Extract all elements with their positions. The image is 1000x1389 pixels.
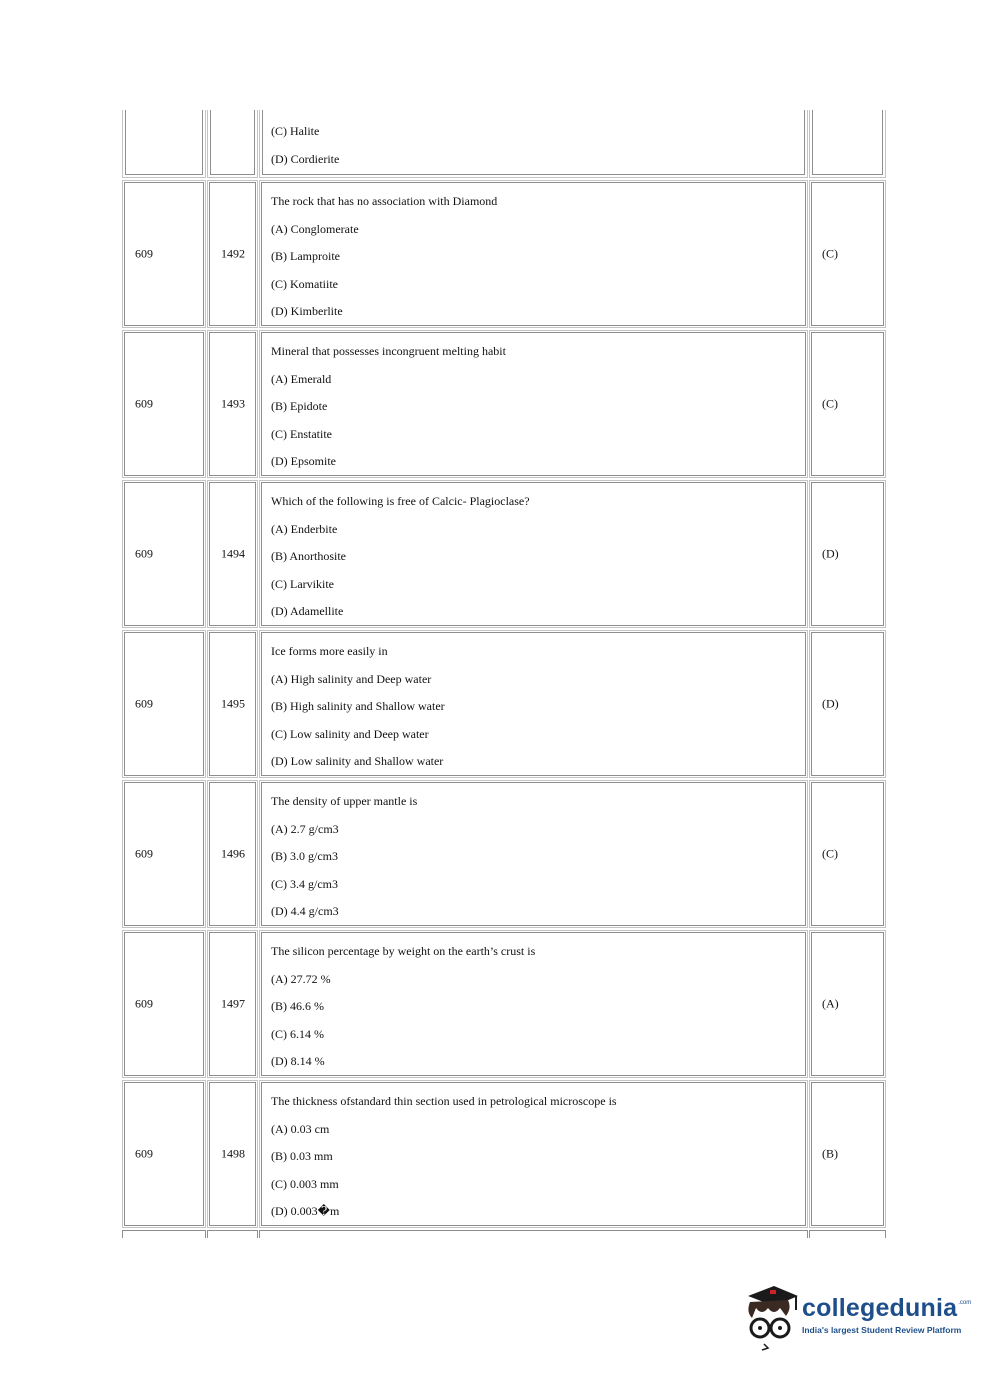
question-number: 1497 [221,996,245,1011]
answer-cell [809,180,886,328]
option-text: (C) 6.14 % [271,1026,324,1041]
answer-cell [809,630,886,778]
option-text: (D) 8.14 % [271,1054,325,1069]
subject-code: 609 [135,696,153,711]
number-cell [207,480,258,628]
answer-cell [809,480,886,628]
code-cell [122,780,206,928]
number-cell [207,630,258,778]
option-text: (A) Enderbite [271,521,338,536]
option-text: (A) 27.72 % [271,971,331,986]
question-cell [259,110,808,178]
subject-code: 609 [135,996,153,1011]
question-text: Mineral that possesses incongruent melting habit [271,344,506,358]
code-cell [122,1080,206,1228]
option-text: (A) 2.7 g/cm3 [271,821,339,836]
table-row [122,480,886,630]
subject-code: 609 [135,546,153,561]
question-cell [259,180,808,328]
option-text: (C) 3.4 g/cm3 [271,876,338,891]
question-cell [259,780,808,928]
subject-code: 609 [135,1146,153,1161]
option-text: (C) 0.003 mm [271,1176,339,1191]
code-cell [122,110,206,178]
option-text: (D) Epsomite [271,454,336,469]
answer-cell [809,330,886,478]
number-cell [207,110,258,178]
option-text: (C) Komatiite [271,276,338,291]
collegedunia-logo [740,1282,970,1352]
option-text: (D) Cordierite [271,151,340,166]
table-row [122,630,886,780]
answer-cell [809,1080,886,1228]
option-text: (A) Conglomerate [271,221,359,236]
question-cell [259,330,808,478]
option-text: (D) Kimberlite [271,304,343,319]
table-row [122,330,886,480]
mascot-icon [740,1282,802,1352]
answer-key: (A) [822,996,839,1011]
option-text: (B) Lamproite [271,249,340,264]
code-cell [122,480,206,628]
subject-code: 609 [135,246,153,261]
question-number: 1494 [221,546,245,561]
question-cell [259,930,808,1078]
option-text: (A) High salinity and Deep water [271,671,432,686]
table-row [122,1080,886,1230]
answer-key: (C) [822,246,838,261]
question-cell [259,630,808,778]
number-cell [207,180,258,328]
option-text: (C) Enstatite [271,426,332,441]
question-text: The silicon percentage by weight on the earth’s crust is [271,944,536,958]
number-cell [207,780,258,928]
question-text: The rock that has no association with Diamond [271,194,498,208]
code-cell [122,930,206,1078]
question-cell [259,1080,808,1228]
number-cell [207,1080,258,1228]
code-cell [122,630,206,778]
answer-cell [809,780,886,928]
question-number: 1496 [221,846,245,861]
answer-key: (D) [822,546,839,561]
number-cell [207,930,258,1078]
option-text: (B) Epidote [271,399,328,414]
number-cell [207,330,258,478]
option-text: (B) Anorthosite [271,549,346,564]
question-cell [259,480,808,628]
brand-suffix: .com [958,1300,972,1306]
code-cell [122,180,206,328]
table-row [122,110,886,180]
option-text: (D) Low salinity and Shallow water [271,754,444,769]
option-text: (B) 46.6 % [271,999,324,1014]
option-text: (A) Emerald [271,371,332,386]
brand-tagline: India's largest Student Review Platform [802,1325,962,1335]
question-text: Which of the following is free of Calcic- Plagioclase? [271,494,530,508]
subject-code: 609 [135,396,153,411]
option-text: (B) 3.0 g/cm3 [271,849,338,864]
answer-cell [809,930,886,1078]
option-text: (B) High salinity and Shallow water [271,699,445,714]
answer-cell [809,110,886,178]
code-cell [122,330,206,478]
answer-key: (B) [822,1146,838,1161]
option-text: (C) Halite [271,124,320,138]
question-text: The density of upper mantle is [271,794,418,808]
option-text: (A) 0.03 cm [271,1121,330,1136]
question-text: Ice forms more easily in [271,644,388,658]
question-number: 1495 [221,696,245,711]
question-table [122,110,886,1238]
question-number: 1492 [221,246,245,261]
question-number: 1493 [221,396,245,411]
brand-name: collegedunia [802,1294,958,1322]
option-text: (C) Larvikite [271,576,334,591]
option-text: (D) 0.003�m [271,1204,340,1219]
question-text: The thickness ofstandard thin section used in petrological microscope is [271,1094,617,1108]
table-row [122,780,886,930]
option-text: (D) 4.4 g/cm3 [271,904,339,919]
table-row [122,180,886,330]
answer-key: (C) [822,846,838,861]
table-row-continuation [122,1230,886,1238]
question-number: 1498 [221,1146,245,1161]
table-row [122,930,886,1080]
option-text: (D) Adamellite [271,604,344,619]
option-text: (C) Low salinity and Deep water [271,726,429,741]
answer-key: (D) [822,696,839,711]
option-text: (B) 0.03 mm [271,1149,333,1164]
answer-key: (C) [822,396,838,411]
subject-code: 609 [135,846,153,861]
